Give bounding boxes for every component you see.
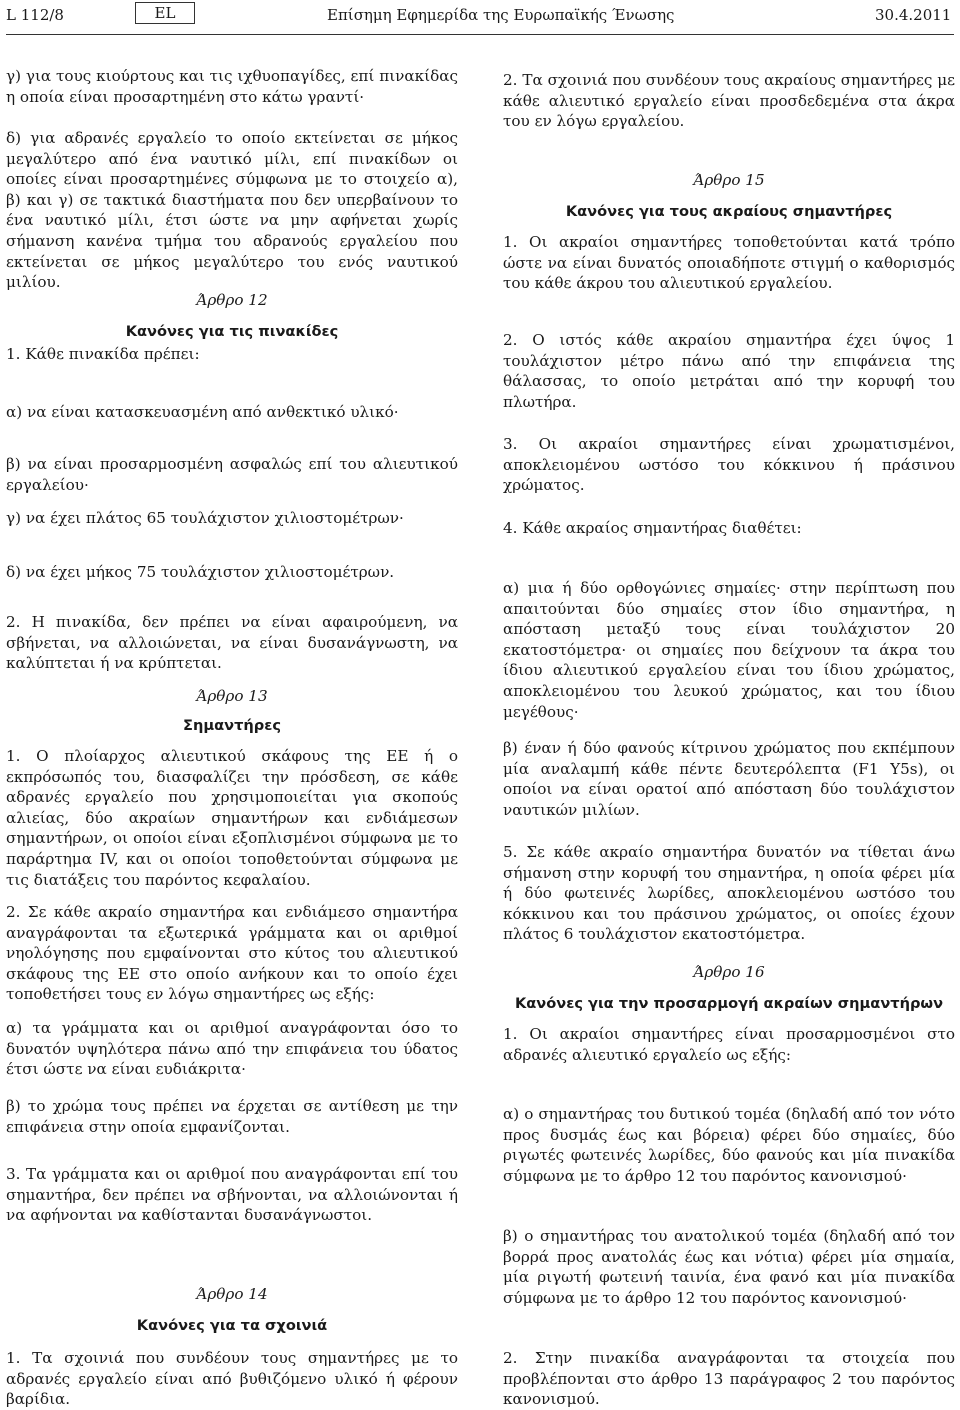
paragraph: 3. Τα γράμματα και οι αριθμοί που αναγράφονται επί του σημαντήρα, δεν πρέπει να σβήνονται, να αλλοιώνονται ή να αφήνονται να καθίστανται δυσανάγνωστοι. <box>6 1165 458 1225</box>
paragraph: 2. Ο ιστός κάθε ακραίου σημαντήρα έχει ύψος 1 τουλάχιστον μέτρο πάνω από την επιφάνεια της θάλασσας, το οποίο μετράται από την κορυφή του πλωτήρα. <box>503 331 955 411</box>
paragraph: α) ο σημαντήρας του δυτικού τομέα (δηλαδή από τον νότο προς δυσμάς έως και βόρεια) φέρει δύο σημαίες, δύο ριγωτές φωτεινές λωρίδες, δύο φανούς και μία πινακίδα σύμφωνα με το άρθρο 12 του παρόντος κανονισμού· <box>503 1105 955 1185</box>
article-title: Κανόνες για την προσαρμογή ακραίων σημαντήρων <box>514 995 944 1012</box>
article-title: Σημαντήρες <box>183 717 281 734</box>
paragraph: α) μια ή δύο ορθογώνιες σημαίες· στην περίπτωση που απαιτούνται δύο σημαίες στον ίδιο σημαντήρα, η απόσταση μεταξύ τους είναι τουλάχιστον 20 εκατοστόμετρα· οι σημαίες που δείχνουν τα άκρα του ίδιου αλιευτικού εργαλείου είναι του ίδιου χρώματος, αποκλειομένου του λευκού χρώματος, και του ίδιου μεγέθους· <box>503 579 955 721</box>
paragraph: α) να είναι κατασκευασμένη από ανθεκτικό υλικό· <box>6 403 399 421</box>
journal-title: Επίσημη Εφημερίδα της Ευρωπαϊκής Ένωσης <box>327 6 675 24</box>
paragraph: 1. Τα σχοινιά που συνδέουν τους σημαντήρες με το αδρανές εργαλείο είναι από βυθιζόμενο υλικό ή φέρουν βαρίδια. <box>6 1349 458 1409</box>
article-number: Άρθρο 16 <box>693 963 765 981</box>
page-number: L 112/8 <box>6 6 64 24</box>
article-number: Άρθρο 15 <box>693 171 765 189</box>
paragraph: 2. Η πινακίδα, δεν πρέπει να είναι αφαιρούμενη, να σβήνεται, να αλλοιώνεται, να είναι δυσανάγνωστη, να καλύπτεται ή να κρύπτεται. <box>6 613 458 673</box>
page-header <box>0 0 960 40</box>
paragraph: 3. Οι ακραίοι σημαντήρες είναι χρωματισμένοι, αποκλειομένου ωστόσο του κόκκινου ή πράσινου χρώματος. <box>503 435 955 495</box>
header-rule <box>6 34 954 35</box>
article-number: Άρθρο 13 <box>196 687 268 705</box>
paragraph: 2. Στην πινακίδα αναγράφονται τα στοιχεία που προβλέπονται στο άρθρο 13 παράγραφος 2 του παρόντος κανονισμού. <box>503 1349 955 1409</box>
paragraph: β) ο σημαντήρας του ανατολικού τομέα (δηλαδή από τον βορρά προς ανατολάς έως και νότια) φέρει μία σημαία, μία ριγωτή φωτεινή ταινία, ένα φανό και μία πινακίδα σύμφωνα με το άρθρο 12 του παρόντος κανονισμού· <box>503 1227 955 1307</box>
article-number: Άρθρο 14 <box>196 1285 268 1303</box>
article-number: Άρθρο 12 <box>196 291 268 309</box>
paragraph: β) να είναι προσαρμοσμένη ασφαλώς επί του αλιευτικού εργαλείου· <box>6 455 458 494</box>
paragraph: 2. Τα σχοινιά που συνδέουν τους ακραίους σημαντήρες με κάθε αλιευτικό εργαλείο είναι προσδεδεμένα στα άκρα του εν λόγω εργαλείου. <box>503 71 955 131</box>
paragraph: γ) για τους κιούρτους και τις ιχθυοπαγίδες, επί πινακίδας η οποία είναι προσαρτημένη στο κάτω γραντί· <box>6 67 458 106</box>
article-title: Κανόνες για τα σχοινιά <box>136 1317 328 1334</box>
language-box: EL <box>135 2 195 24</box>
paragraph: δ) για αδρανές εργαλείο το οποίο εκτείνεται σε μήκος μεγαλύτερο από ένα ναυτικό μίλι, επί πινακίδων οι οποίες είναι προσαρτημένες σύμφωνα με το στοιχείο α), β) και γ) σε τακτικά διαστήματα που δεν υπερβαίνουν το ένα ναυτικό μίλι, έτσι ώστε να μην αφήνεται χωρίς σήμανση κανένα τμήμα του αδρανούς εργαλείου που εκτείνεται σε μήκος μεγαλύτερο του ενός ναυτικού μιλίου. <box>6 129 458 292</box>
paragraph: 1. Οι ακραίοι σημαντήρες είναι προσαρμοσμένοι στο αδρανές αλιευτικό εργαλείο ως εξής: <box>503 1025 955 1064</box>
paragraph: 1. Ο πλοίαρχος αλιευτικού σκάφους της ΕΕ ή ο εκπρόσωπός του, διασφαλίζει την πρόσδεση, σε κάθε αδρανές εργαλείο που χρησιμοποιείται για σκοπούς αλιείας, δύο ακραίων σημαντήρων και ενδιάμεσων σημαντήρων, οι οποίοι είναι εξοπλισμένοι σύμφωνα με το παράρτημα IV, και οι οποίοι τοποθετούνται σύμφωνα με τις διατάξεις του παρόντος κεφαλαίου. <box>6 747 458 889</box>
paragraph: 1. Κάθε πινακίδα πρέπει: <box>6 345 200 363</box>
article-title: Κανόνες για τους ακραίους σημαντήρες <box>565 203 893 220</box>
article-title: Κανόνες για τις πινακίδες <box>125 323 339 340</box>
publication-date: 30.4.2011 <box>875 6 952 24</box>
paragraph: β) έναν ή δύο φανούς κίτρινου χρώματος που εκπέμπουν μία αναλαμπή κάθε πέντε δευτερόλεπτα (F1 Y5s), οι οποίοι να είναι ορατοί από απόσταση δύο τουλάχιστον ναυτικών μιλίων. <box>503 739 955 819</box>
paragraph: β) το χρώμα τους πρέπει να έρχεται σε αντίθεση με την επιφάνεια στην οποία εμφανίζονται. <box>6 1097 458 1136</box>
paragraph: α) τα γράμματα και οι αριθμοί αναγράφονται όσο το δυνατόν υψηλότερα πάνω από την επιφάνεια του ύδατος έτσι ώστε να είναι ευδιάκριτα· <box>6 1019 458 1079</box>
paragraph: γ) να έχει πλάτος 65 τουλάχιστον χιλιοστομέτρων· <box>6 509 404 527</box>
paragraph: 2. Σε κάθε ακραίο σημαντήρα και ενδιάμεσο σημαντήρα αναγράφονται τα εξωτερικά γράμματα και οι αριθμοί νηολόγησης που εμφαίνονται στο κύτος του αλιευτικού σκάφους της ΕΕ στο οποίο ανήκουν και το οποίο έχει τοποθετήσει τους εν λόγω σημαντήρες ως εξής: <box>6 903 458 1004</box>
paragraph: 1. Οι ακραίοι σημαντήρες τοποθετούνται κατά τρόπο ώστε να είναι δυνατός οποιαδήποτε στιγμή ο καθορισμός του κάθε άκρου του αλιευτικού εργαλείου. <box>503 233 955 293</box>
paragraph: 5. Σε κάθε ακραίο σημαντήρα δυνατόν να τίθεται άνω σήμανση στην κορυφή του σημαντήρα, η οποία φέρει μία ή δύο φωτεινές λωρίδες, αποκλειομένου ωστόσο του κόκκινου και του πράσινου χρώματος, οι οποίες έχουν πλάτος 6 τουλάχιστον εκατοστόμετρα. <box>503 843 955 944</box>
paragraph: δ) να έχει μήκος 75 τουλάχιστον χιλιοστομέτρων. <box>6 563 395 581</box>
paragraph: 4. Κάθε ακραίος σημαντήρας διαθέτει: <box>503 519 802 537</box>
